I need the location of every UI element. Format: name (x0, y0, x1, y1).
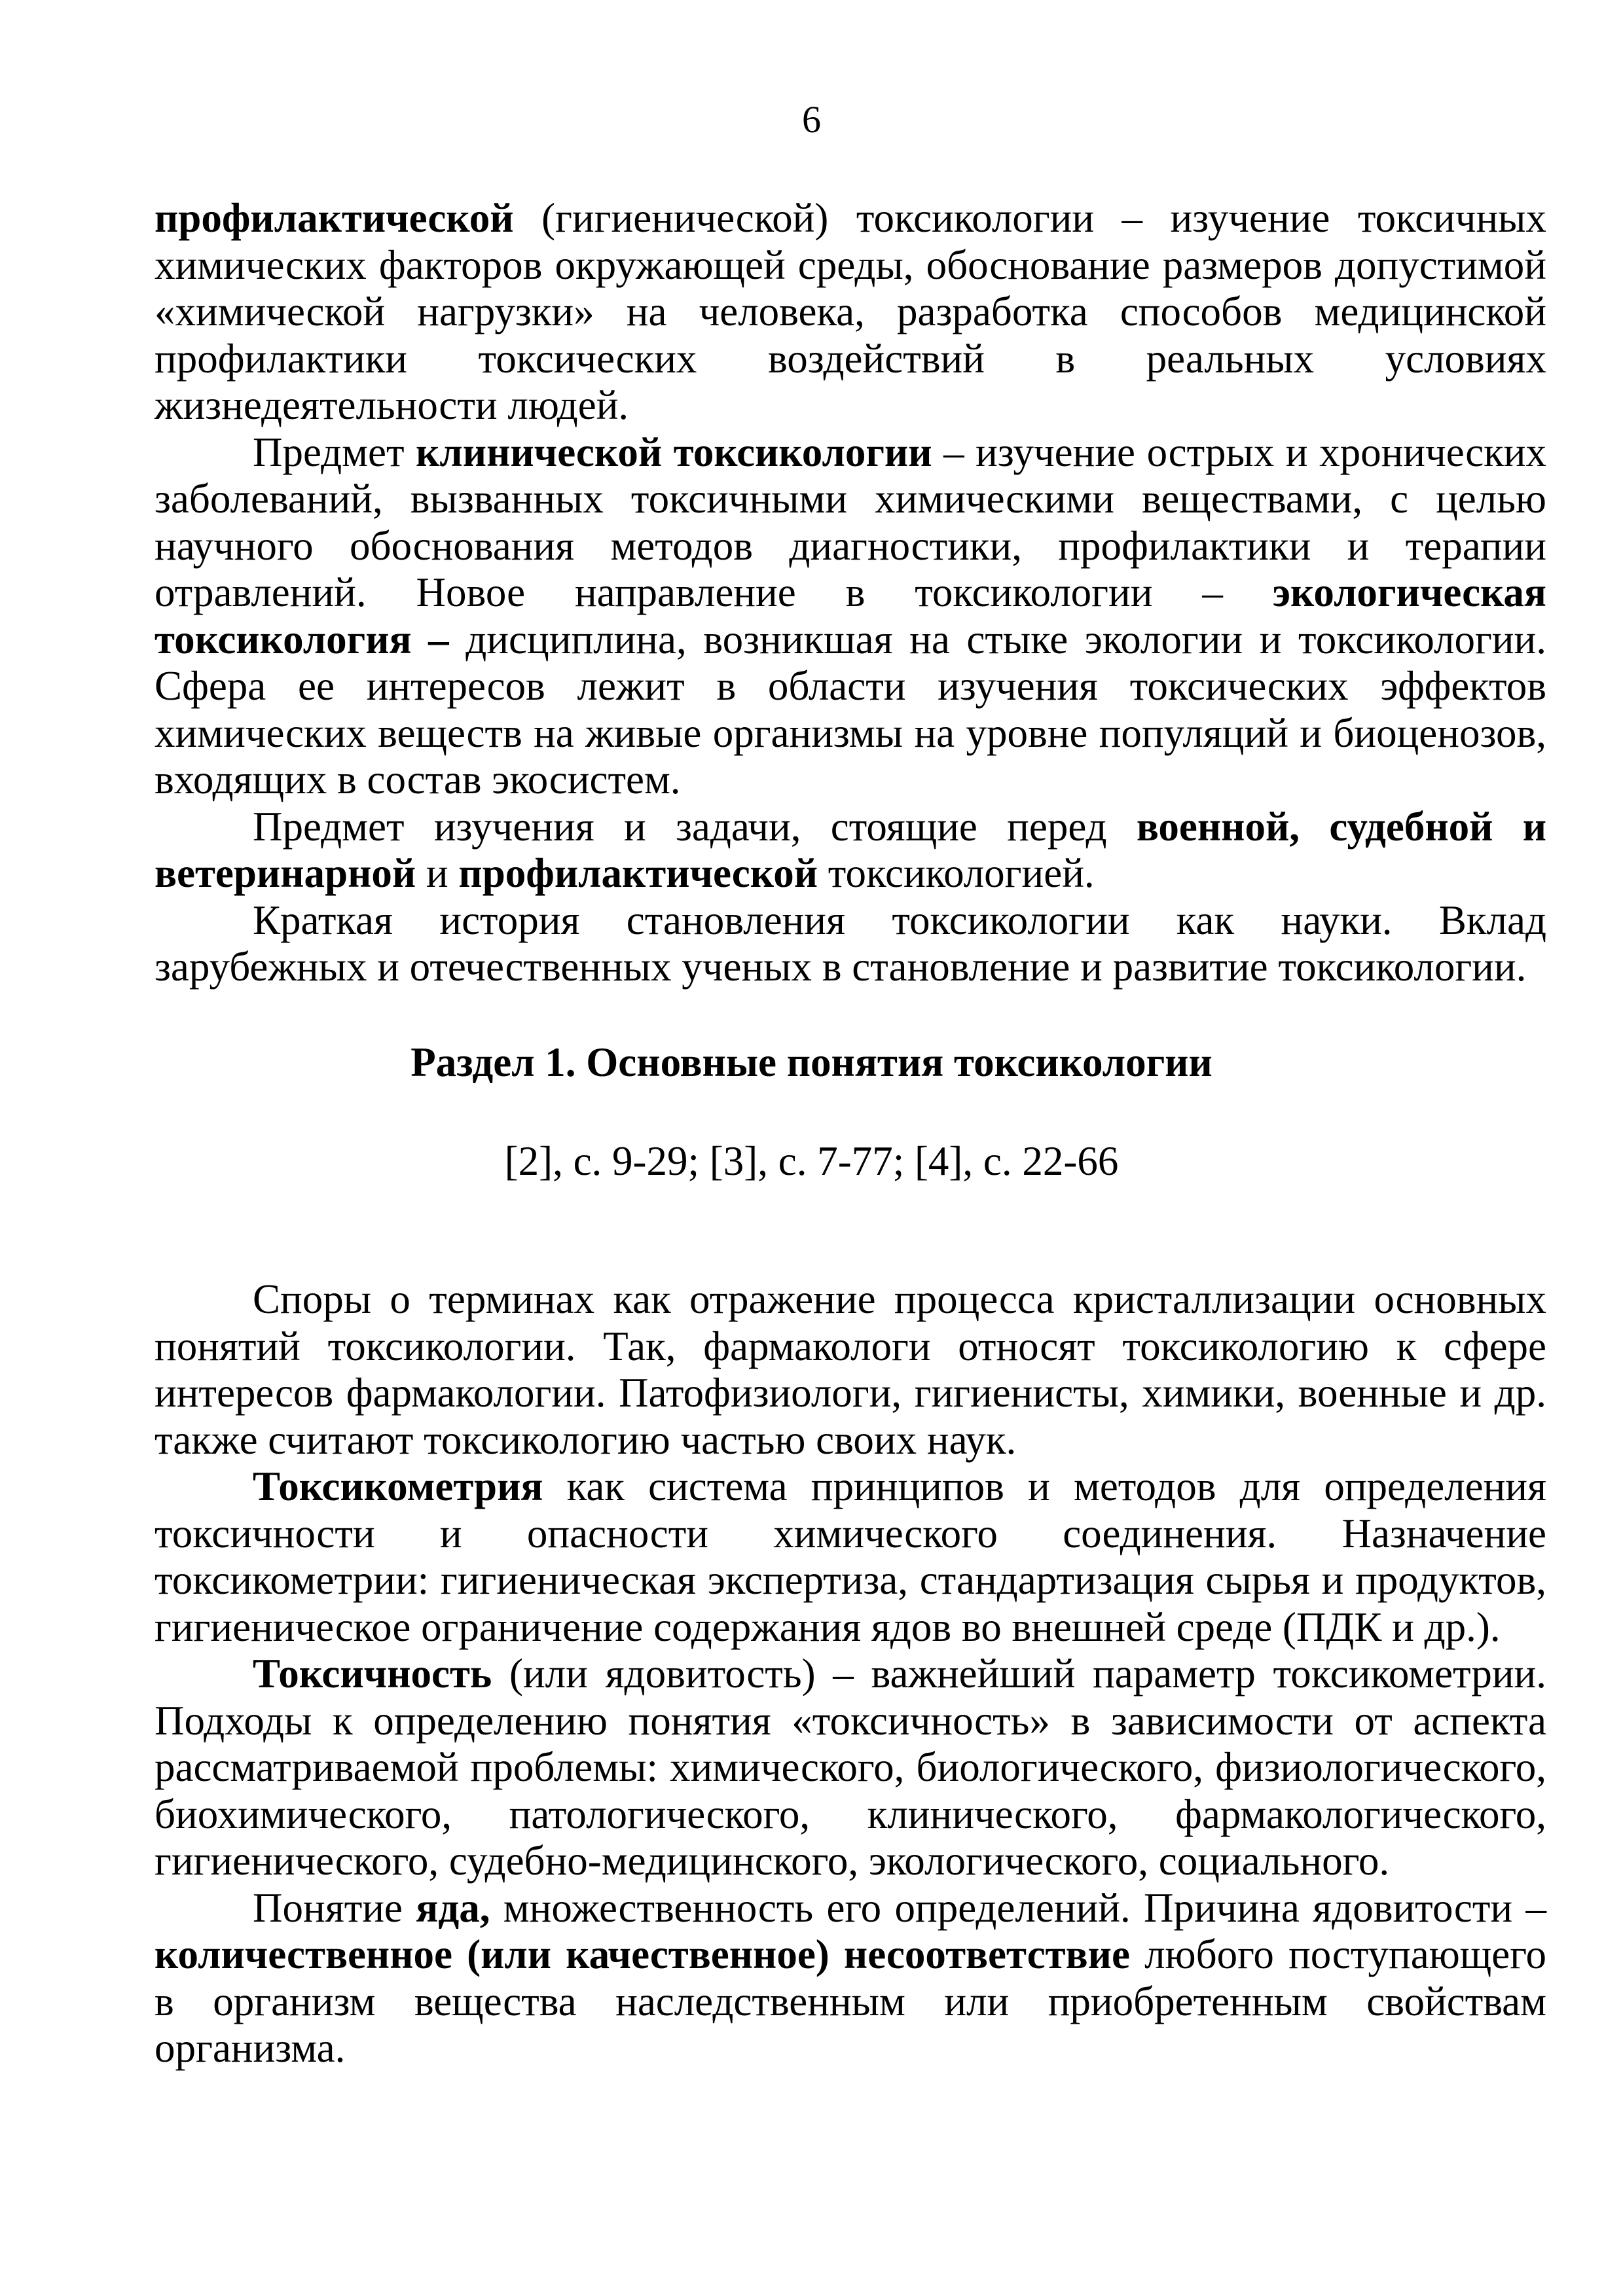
section-reference: [2], с. 9-29; [3], с. 7-77; [4], с. 22-66 (504, 1138, 1119, 1184)
paragraph (155, 804, 1546, 897)
paragraph (155, 1885, 1546, 2072)
text-run: (гигиенической) токсикологии – изучение токсичных химических факторов окружающей среды, обоснование размеров допустимой «химической нагрузки» на человека, разработка способов медицинской профилактики токсических воздействий в реальных условиях жизнедеятельности людей. (155, 195, 1546, 428)
text-run: как система принципов и методов для определения токсичности и опасности химического соединения. Назначение токсикометрии: гигиеническая экспертиза, стандартизация сырья и продуктов, гигиеническое ограничение содержания ядов во внешней среде (ПДК и др.). (155, 1463, 1546, 1650)
text-run: Споры о терминах как отражение процесса кристаллизации основных понятий токсикологии. Так, фармакологи относят токсикологию к сфере интересов фармакологии. Патофизиологи, гигиенисты, химики, военные и др. также считают токсикологию частью своих наук. (155, 1276, 1546, 1463)
paragraph (155, 1651, 1546, 1885)
text-run: Предмет изучения и задачи, стоящие перед (253, 803, 1137, 850)
text-run: токсикологией. (818, 850, 1095, 896)
text-run: профилактической (458, 850, 818, 896)
text-run: Предмет (253, 429, 416, 475)
text-run: экологическая токсикология – (155, 569, 1546, 662)
text-run: Понятие (253, 1884, 416, 1931)
text-run: яда, (416, 1884, 490, 1931)
section-title: Раздел 1. Основные понятия токсикологии (410, 1039, 1213, 1085)
paragraph (155, 897, 1546, 991)
text-run: Токсикометрия (253, 1463, 543, 1509)
text-run: Краткая история становления токсикологии как науки. Вклад зарубежных и отечественных ученых в становление и развитие токсикологии. (155, 897, 1546, 990)
text-block-top (155, 195, 1546, 991)
text-run: количественное (или качественное) несоответствие (155, 1931, 1130, 1977)
text-run: и (416, 850, 459, 896)
paragraph (155, 1463, 1546, 1651)
text-run: военной, судебной и ветеринарной (155, 803, 1547, 896)
paragraph (155, 195, 1546, 429)
paragraph (155, 1276, 1546, 1463)
text-run: клинической токсикологии (416, 429, 932, 475)
text-run: любого поступающего в организм вещества наследственным или приобретенным свойствам организма. (155, 1931, 1547, 2071)
text-run: (или ядовитость) – важнейший параметр токсикометрии. Подходы к определению понятия «токсичность» в зависимости от аспекта рассматриваемой проблемы: химического, биологического, физиологического, биохимического, патологического, клинического, фармакологического, гигиенического, судебно-медицинского, экологического, социального. (155, 1651, 1546, 1884)
paragraph (155, 429, 1546, 804)
text-block-bottom (155, 1276, 1546, 2072)
text-run: – изучение острых и хронических заболеваний, вызванных токсичными химическими веществами, с целью научного обоснования методов диагностики, профилактики и терапии отравлений. Новое направление в токсикологии – (155, 429, 1547, 615)
text-run: множественность его определений. Причина ядовитости – (490, 1884, 1546, 1931)
text-run: дисциплина, возникшая на стыке экологии и токсикологии. Сфера ее интересов лежит в области изучения токсических эффектов химических веществ на живые организмы на уровне популяций и биоценозов, входящих в состав экосистем. (155, 616, 1546, 802)
page-number: 6 (802, 98, 821, 141)
text-run: профилактической (155, 195, 514, 241)
text-run: Токсичность (253, 1651, 492, 1696)
